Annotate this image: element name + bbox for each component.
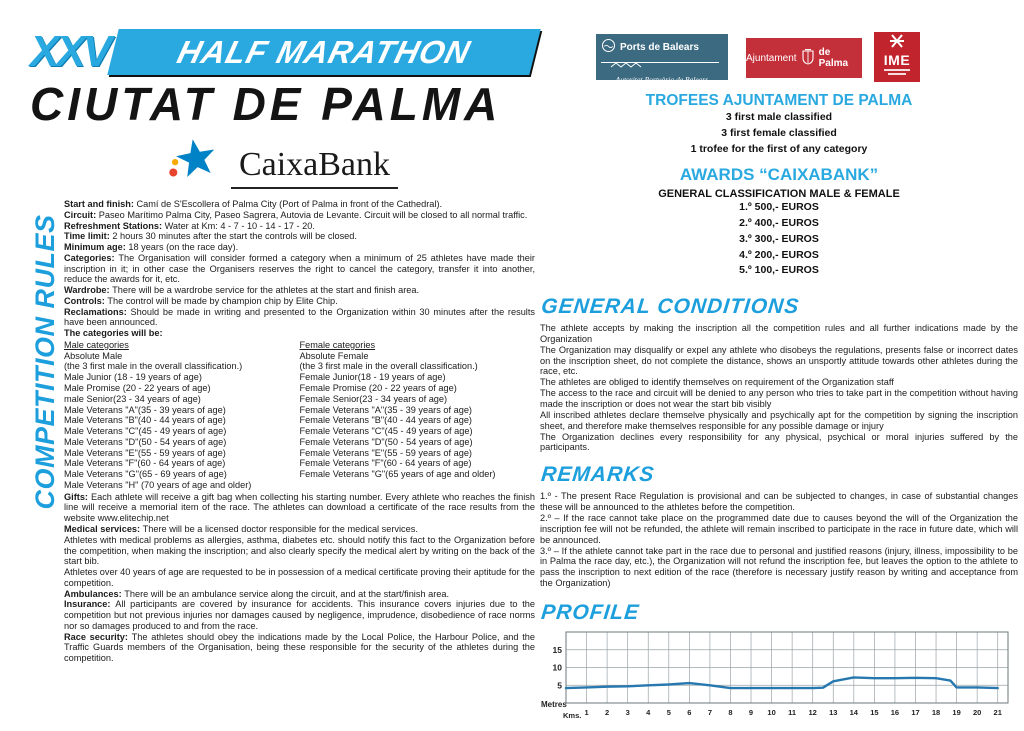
- svg-text:Metres: Metres: [541, 700, 567, 710]
- sponsor-logo: [30, 133, 535, 189]
- trophy-item: 1 trofee for the first of any category: [690, 142, 868, 155]
- rules-paragraph: The categories will be:: [64, 328, 163, 339]
- svg-text:20: 20: [972, 708, 982, 718]
- condition-paragraph: The access to the race and circuit will be denied to any person who tries to take part in the competition without having made the inscription or does not wear the start bib visibly: [540, 388, 1018, 410]
- svg-text:11: 11: [788, 708, 797, 718]
- condition-paragraph: The Organization may disqualify or expel any athlete who disobeys the regulations, presents false or incorrect dates on the inscription sheet, do not complete the distance, shows an unsportly attitude towards other athletes during the race, etc.: [540, 344, 1018, 377]
- rules-paragraph: Insurance: All participants are covered by insurance for accidents. This insurance covers injuries due to the competition but not previous injuries nor damages caused by negligence, imprudence, disobedience of race norms nor so damages produced to and from the race.: [64, 599, 535, 631]
- category-item: Male Veterans "B"(40 - 44 years of age): [64, 415, 226, 426]
- category-item: Male Veterans "H" (70 years of age and older): [64, 479, 252, 490]
- category-item: Female Senior(23 - 34 years of age): [299, 393, 448, 404]
- category-item: Female Veterans "F"(60 - 64 years of age): [299, 458, 472, 469]
- svg-text:18: 18: [931, 708, 941, 718]
- rules-paragraph: Refreshment Stations: Water at Km: 4 - 7 - 10 - 14 - 17 - 20.: [64, 220, 315, 231]
- svg-text:12: 12: [808, 708, 817, 718]
- rules-paragraph: Minimum age: 18 years (on the race day).: [64, 242, 239, 253]
- svg-text:9: 9: [748, 708, 754, 718]
- svg-text:10: 10: [767, 708, 776, 718]
- award-item: 2.º 400,- EUROS: [739, 217, 819, 229]
- ime-logo: [874, 32, 920, 82]
- female-categories-list: [300, 351, 536, 480]
- rules-paragraph: Categories: The Organisation will consider formed a category when a minimum of 25 athletes have made their inscription in it; in other case the Organisers reserves the right to cancel the category, transfer it into another, reduce the awards for it, etc.: [64, 252, 535, 285]
- male-categories-list: [64, 351, 300, 491]
- category-item: Absolute Female: [299, 350, 369, 361]
- awards-subtitle: GENERAL CLASSIFICATION MALE & FEMALE: [658, 188, 900, 201]
- svg-text:14: 14: [849, 708, 858, 718]
- rules-paragraph: Start and finish: Camí de S'Escollera of Palma City (Port of Palma in front of the Cathedral).: [64, 199, 443, 209]
- rules-paragraph: Race security: The athletes should obey the indications made by the Local Police, the Harbour Police, and the Traffic Guards members of the Organisation, being these responsible for the security of the athletes during the competition.: [64, 631, 535, 664]
- ime-star-icon: [888, 35, 906, 52]
- category-item: Male Promise (20 - 22 years of age): [64, 383, 211, 394]
- svg-text:21: 21: [993, 708, 1002, 718]
- svg-text:Kms.: Kms.: [563, 711, 582, 721]
- svg-text:10: 10: [552, 662, 562, 673]
- category-item: Male Veterans "E"(55 - 59 years of age): [64, 447, 226, 458]
- ajuntament-word1: Ajuntament: [746, 52, 797, 64]
- ime-smallprint-bar: [888, 73, 906, 75]
- svg-text:15: 15: [870, 708, 879, 718]
- left-column: [30, 26, 535, 664]
- svg-text:4: 4: [646, 708, 651, 718]
- svg-text:2: 2: [605, 708, 610, 718]
- svg-text:17: 17: [911, 708, 920, 718]
- award-item: 4.º 200,- EUROS: [739, 248, 819, 261]
- rules-paragraph: Ambulances: There will be an ambulance service along the circuit, and at the start/finish area.: [64, 588, 450, 599]
- trophy-item: 3 first male classified: [725, 111, 833, 123]
- rules-paragraphs-bottom: [64, 492, 535, 664]
- right-column: [540, 26, 1018, 731]
- svg-text:8: 8: [728, 708, 733, 718]
- trophies-items: [540, 110, 1018, 157]
- competition-rules-section: [30, 199, 535, 664]
- rules-paragraph: Medical services: There will be a licensed doctor responsible for the medical services.: [64, 523, 418, 534]
- remarks-title: REMARKS: [540, 463, 656, 487]
- category-item: (the 3 first male in the overall classification.): [64, 361, 243, 372]
- ports-divider-icon: [601, 61, 721, 69]
- remark-item: 3.º – If the athlete cannot take part in the race due to personal and justified reasons (injury, illness, impossibility to be in Palma the race day, etc.), the Organization will not refund the inscription fee, but leaves the option to the athlete to pass the inscription to next edition of the race (therefore is necessary justify reason by writing and acceptance from the Organization): [540, 545, 1018, 589]
- trophies-title: TROFEES AJUNTAMENT DE PALMA: [645, 92, 913, 109]
- ports-logo-subtitle: Autoritat Portuària de Balears: [615, 75, 709, 84]
- category-item: Male Veterans "D"(50 - 54 years of age): [64, 436, 227, 447]
- ime-smallprint-bar: [884, 69, 910, 71]
- svg-text:5: 5: [557, 680, 562, 691]
- category-item: Female Veterans "A"(35 - 39 years of age): [299, 404, 472, 415]
- event-masthead: [30, 26, 535, 189]
- category-item: Absolute Male: [64, 350, 123, 361]
- trophies-section: [540, 92, 1018, 157]
- awards-title: AWARDS “CAIXABANK”: [679, 165, 879, 185]
- competition-rules-vertical-title: COMPETITION RULES: [30, 214, 60, 510]
- title-line1: HALF MARATHON: [173, 33, 475, 70]
- sponsor-logos-row: [540, 26, 1018, 84]
- ajuntament-word2: de Palma: [818, 47, 849, 69]
- svg-text:1: 1: [584, 708, 589, 718]
- profile-title: PROFILE: [540, 601, 641, 625]
- rules-text: [64, 199, 535, 664]
- rules-paragraph: Athletes over 40 years of age are requested to be in possession of a medical certificate proving their aptitude for the competition.: [64, 567, 535, 588]
- category-item: Male Veterans "G"(65 - 69 years of age): [64, 469, 227, 480]
- rules-paragraph: Circuit: Paseo Marítimo Palma City, Paseo Sagrera, Autovia de Levante. Circuit will be closed to all normal traffic.: [64, 209, 528, 220]
- category-item: Male Junior (18 - 19 years of age): [64, 372, 202, 383]
- rules-paragraph: Reclamations: Should be made in writing and presented to the Organization within 30 minutes after the results have been announced.: [64, 306, 535, 328]
- rules-paragraphs-top: [64, 199, 535, 339]
- ports-de-balears-logo: [596, 34, 728, 84]
- remarks-text: [540, 491, 1018, 589]
- category-item: Female Veterans "B"(40 - 44 years of age): [299, 415, 472, 426]
- sponsor-name: CaixaBank: [231, 148, 398, 189]
- category-item: Female Veterans "D"(50 - 54 years of age): [299, 436, 473, 447]
- svg-text:7: 7: [707, 708, 712, 718]
- condition-paragraph: All inscribed athletes declare themselve physically and psychically apt for the competition by signing the inscription sheet, and therefore make themselves responsible for any possible damage or injury: [540, 409, 1018, 431]
- svg-text:19: 19: [952, 708, 961, 718]
- awards-items: [540, 200, 1018, 279]
- trophy-item: 3 first female classified: [721, 126, 837, 139]
- category-item: (the 3 first male in the overall classification.): [299, 361, 478, 372]
- category-item: Female Junior(18 - 19 years of age): [299, 372, 446, 383]
- category-item: Female Promise (20 - 22 years of age): [299, 383, 457, 394]
- general-conditions-title: GENERAL CONDITIONS: [540, 295, 801, 318]
- svg-text:13: 13: [829, 708, 838, 718]
- category-item: Male Veterans "A"(35 - 39 years of age): [64, 404, 226, 415]
- remark-item: 1.º - The present Race Regulation is provisional and can be subjected to changes, in case of substantial changes these will be announced to the athletes before the competition.: [540, 491, 1018, 513]
- female-categories-column: [300, 340, 536, 491]
- category-item: Female Veterans "G"(65 years of age and older): [299, 469, 496, 480]
- profile-section: [540, 601, 1018, 731]
- ime-logo-text: IME: [883, 52, 911, 68]
- svg-text:6: 6: [687, 708, 692, 718]
- title-line2: CIUTAT DE PALMA: [30, 78, 502, 130]
- svg-text:16: 16: [890, 708, 900, 718]
- award-item: 5.º 100,- EUROS: [739, 264, 819, 277]
- awards-section: [540, 165, 1018, 279]
- palma-shield-icon: [802, 49, 814, 68]
- svg-text:15: 15: [552, 644, 562, 655]
- award-item: 3.º 300,- EUROS: [739, 232, 819, 245]
- title-row: [30, 26, 535, 78]
- rules-paragraph: Time limit: 2 hours 30 minutes after the start the controls will be closed.: [64, 231, 357, 242]
- ports-emblem-icon: [601, 38, 616, 56]
- title-banner: [107, 29, 540, 75]
- rules-paragraph: Wardrobe: There will be a wardrobe service for the athletes at the start and finish area.: [64, 285, 420, 296]
- categories-columns: [64, 340, 535, 491]
- general-conditions-section: [540, 295, 1018, 453]
- male-categories-header: Male categories: [64, 339, 129, 350]
- svg-text:5: 5: [666, 708, 671, 718]
- caixabank-star-icon: [167, 134, 221, 189]
- male-categories-column: [64, 340, 300, 491]
- rules-paragraph: Gifts: Each athlete will receive a gift bag when collecting his starting number. Every athlete who reaches the finish line will receive a memorial item of the race. The athletes can download a certificate of the race results from the website www.elitechip.net: [64, 491, 535, 524]
- rules-paragraph: Athletes with medical problems as allergies, asthma, diabetes etc. should notify this fact to the Organization before the competition, when making the inscription; and also clearly specify the medical alert by writing on the back of the start bib.: [64, 534, 535, 567]
- ajuntament-de-palma-logo: [746, 38, 862, 78]
- general-conditions-text: [540, 323, 1018, 453]
- svg-text:3: 3: [625, 708, 630, 718]
- title-roman-numeral: XXV: [30, 27, 110, 76]
- category-item: male Senior(23 - 34 years of age): [64, 393, 201, 404]
- category-item: Female Veterans "C"(45 - 49 years of age): [299, 426, 473, 437]
- ports-logo-name: Ports de Balears: [620, 41, 699, 53]
- female-categories-header: Female categories: [299, 339, 376, 350]
- award-item: 1.º 500,- EUROS: [739, 201, 819, 214]
- remark-item: 2.º – If the race cannot take place on the programmed date due to causes beyond the will of the Organization the inscription fee will not be refunded, the athlete will remain inscribed to participate in the race in future date, which will be announced.: [540, 513, 1018, 545]
- rules-paragraph: Controls: The control will be made by champion chip by Elite Chip.: [64, 295, 338, 306]
- category-item: Male Veterans "C"(45 - 49 years of age): [64, 426, 227, 437]
- elevation-profile-chart: [540, 627, 1018, 731]
- remarks-section: [540, 463, 1018, 589]
- condition-paragraph: The Organization declines every responsibility for any physical, psychical or moral injuries suffered by the participants.: [540, 431, 1018, 453]
- category-item: Female Veterans "E"(55 - 59 years of age): [299, 447, 472, 458]
- condition-paragraph: The athlete accepts by making the inscription all the competition rules and all further indications made by the Organization: [540, 323, 1018, 344]
- category-item: Male Veterans "F"(60 - 64 years of age): [64, 458, 226, 469]
- condition-paragraph: The athletes are obliged to identify themselves on requirement of the Organization staff: [540, 377, 894, 388]
